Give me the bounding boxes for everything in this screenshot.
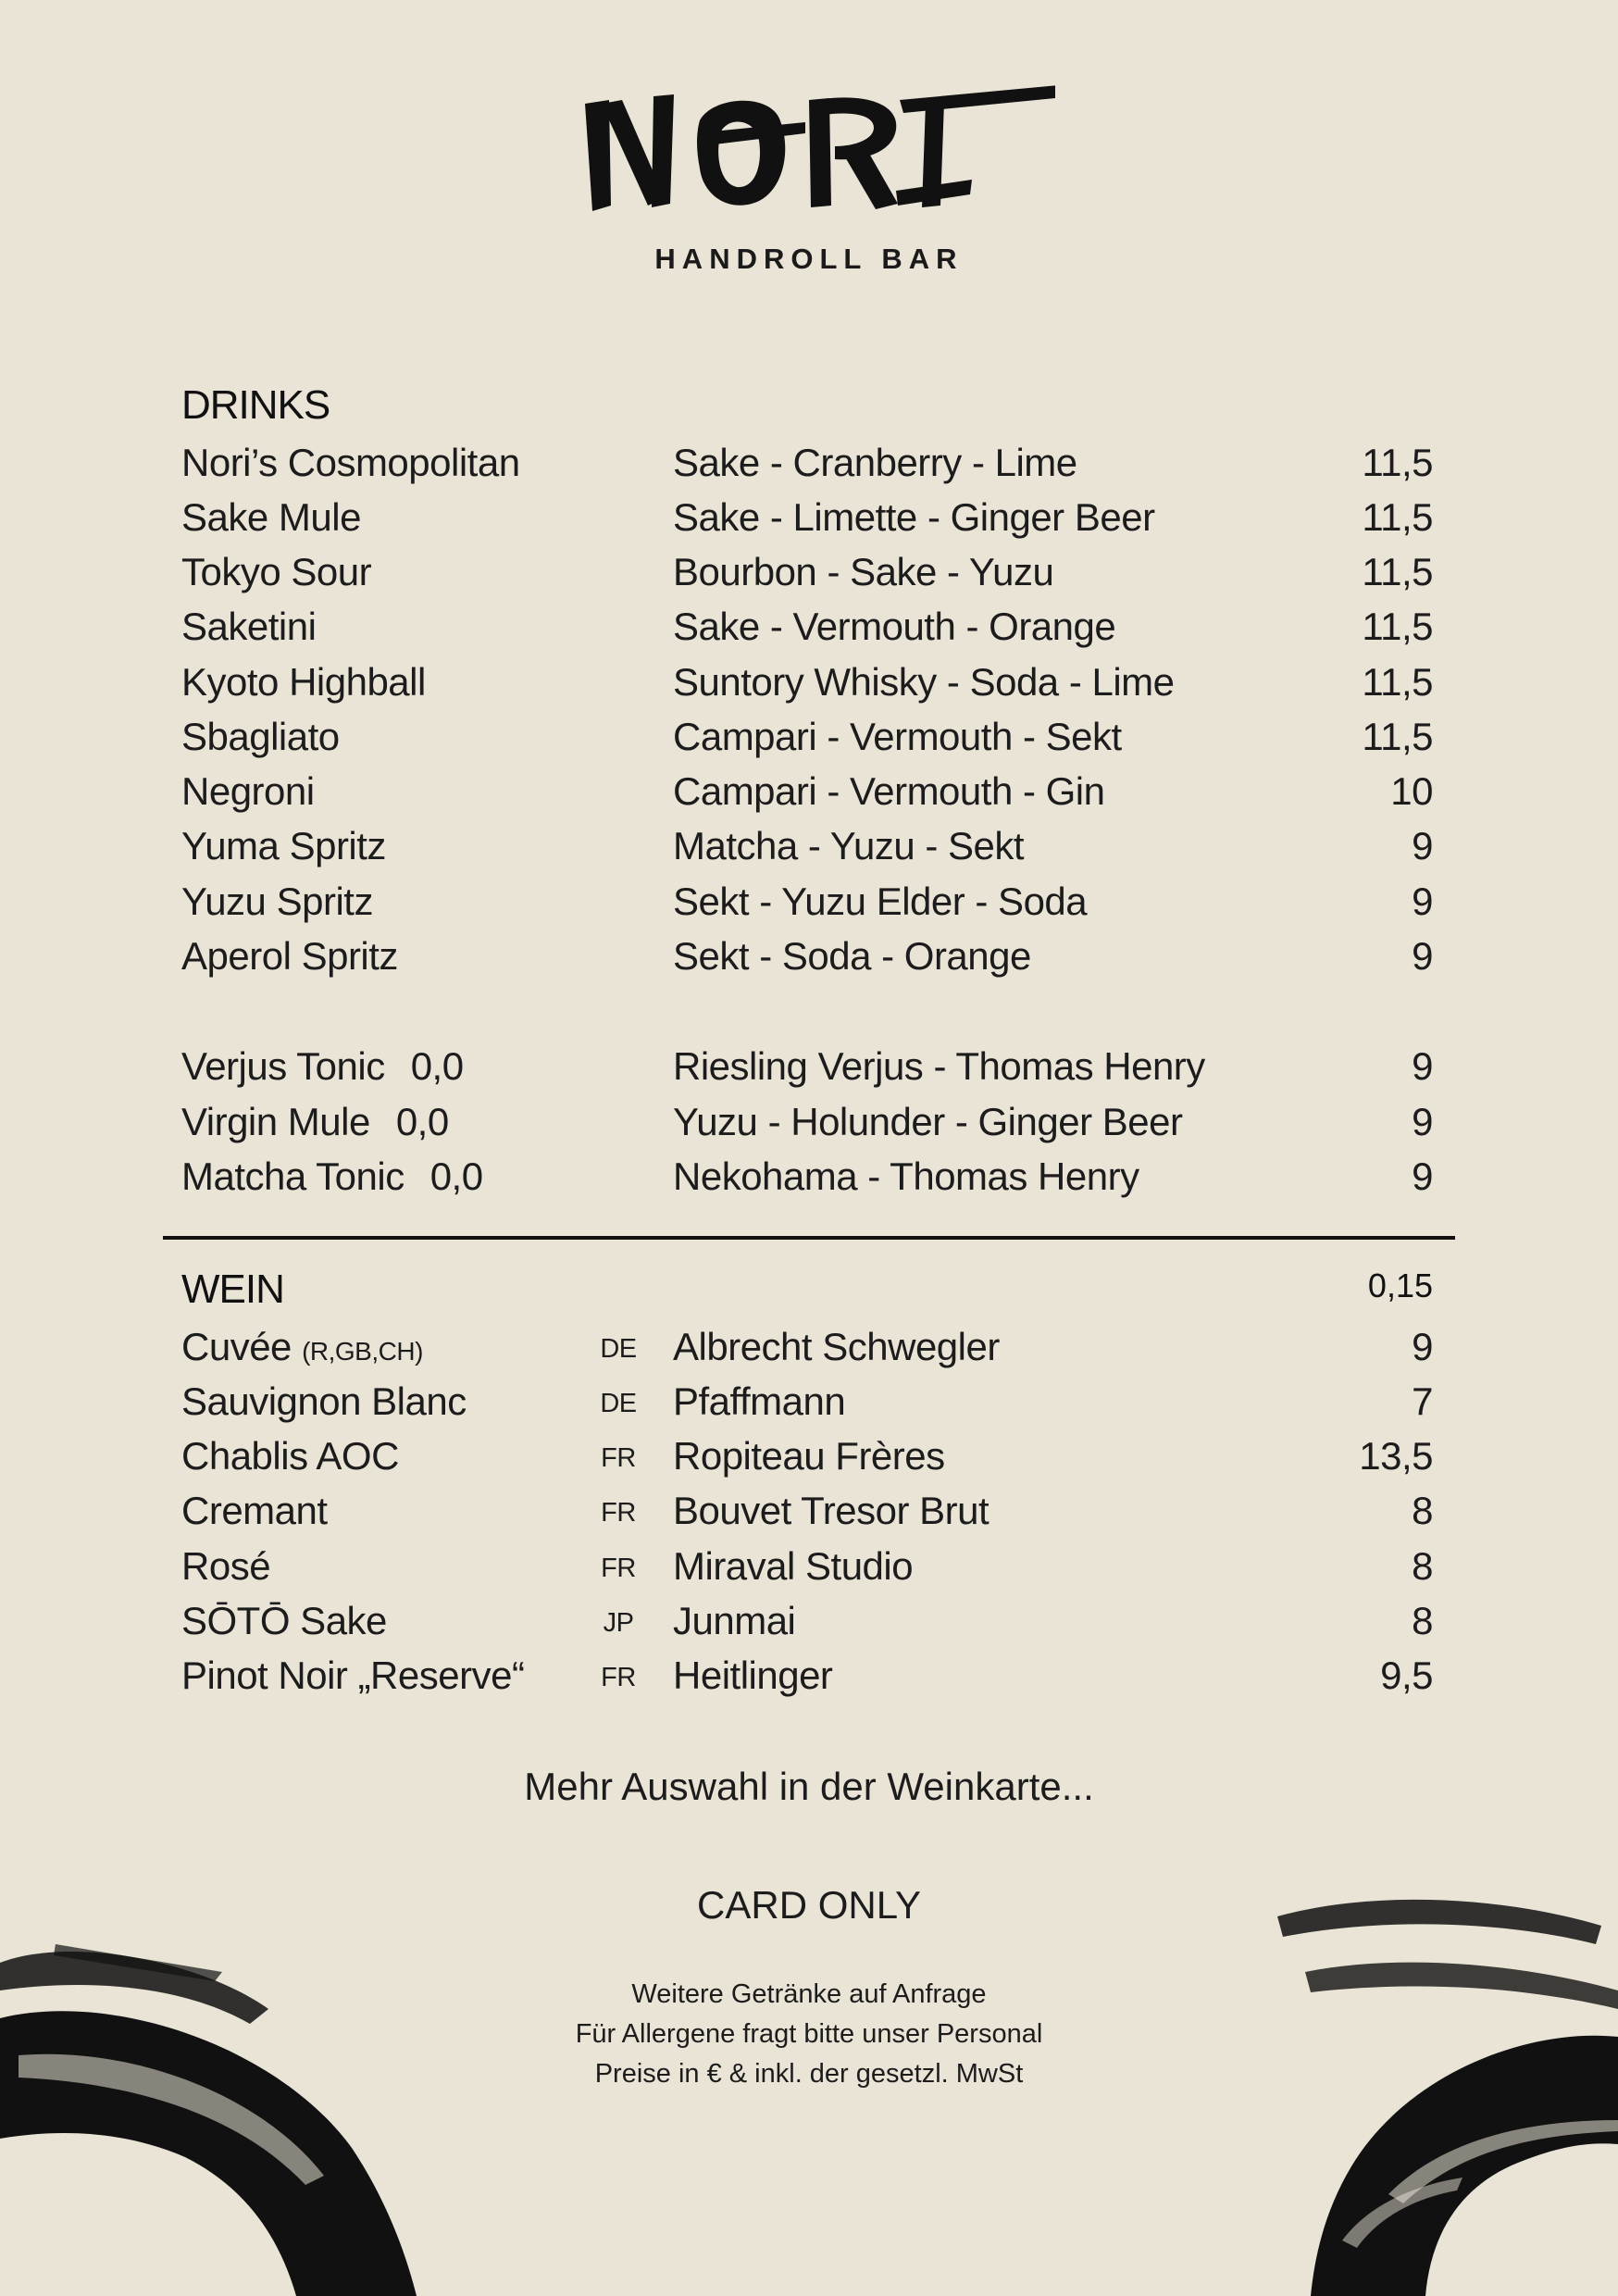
wine-producer: Pfaffmann bbox=[673, 1379, 846, 1423]
wine-volume-label: 0,15 bbox=[1367, 1267, 1433, 1304]
drink-price: 9 bbox=[1412, 1044, 1433, 1088]
wine-name-wrap bbox=[181, 1489, 328, 1533]
menu-row-wine bbox=[181, 1544, 1433, 1600]
drink-price: 11,5 bbox=[1362, 660, 1433, 704]
drink-ingredients: Bourbon - Sake - Yuzu bbox=[673, 550, 1054, 593]
wine-name-wrap bbox=[181, 1379, 467, 1424]
drink-name: Saketini bbox=[181, 605, 317, 648]
wine-name: Cremant bbox=[181, 1489, 328, 1532]
wine-producer: Bouvet Tresor Brut bbox=[673, 1489, 989, 1532]
drink-name: Sbagliato bbox=[181, 715, 340, 758]
drink-name: Yuma Spritz bbox=[181, 824, 386, 867]
wine-price: 8 bbox=[1412, 1599, 1433, 1642]
drink-price: 11,5 bbox=[1362, 441, 1433, 484]
drink-ingredients: Nekohama - Thomas Henry bbox=[673, 1154, 1139, 1198]
menu-row-drink bbox=[181, 769, 1433, 825]
wine-producer: Heitlinger bbox=[673, 1653, 833, 1697]
section-divider bbox=[163, 1236, 1455, 1240]
payment-note: CARD ONLY bbox=[697, 1883, 921, 1927]
drink-name: Kyoto Highball bbox=[181, 660, 426, 704]
drink-price: 11,5 bbox=[1362, 715, 1433, 758]
drink-name: Virgin Mule bbox=[181, 1100, 370, 1143]
wine-name: Chablis AOC bbox=[181, 1434, 399, 1478]
menu-row-drink bbox=[181, 715, 1433, 770]
drink-name-wrap bbox=[181, 1044, 464, 1089]
wine-name: Rosé bbox=[181, 1544, 271, 1588]
menu-row-nonalcoholic bbox=[181, 1100, 1433, 1155]
drink-name-wrap bbox=[181, 1154, 483, 1199]
drink-name: Yuzu Spritz bbox=[181, 880, 373, 923]
drink-ingredients: Matcha - Yuzu - Sekt bbox=[673, 824, 1025, 867]
wine-name-wrap bbox=[181, 1434, 399, 1479]
drink-name: Tokyo Sour bbox=[181, 550, 372, 593]
drink-ingredients: Sekt - Yuzu Elder - Soda bbox=[673, 880, 1088, 923]
wine-name-wrap bbox=[181, 1544, 270, 1589]
menu-row-drink bbox=[181, 660, 1433, 716]
drink-price: 9 bbox=[1412, 880, 1433, 923]
drink-price: 11,5 bbox=[1362, 605, 1433, 648]
wine-country: JP bbox=[603, 1608, 634, 1638]
wine-name-wrap bbox=[181, 1325, 423, 1369]
drink-price: 11,5 bbox=[1362, 550, 1433, 593]
drink-price: 11,5 bbox=[1362, 495, 1433, 539]
drink-ingredients: Sekt - Soda - Orange bbox=[673, 934, 1031, 978]
drink-price: 9 bbox=[1412, 1154, 1433, 1198]
drink-name: Verjus Tonic bbox=[181, 1044, 385, 1088]
more-wine-note: Mehr Auswahl in der Weinkarte... bbox=[524, 1765, 1094, 1808]
alcohol-content: 0,0 bbox=[395, 1100, 449, 1143]
menu-row-drink bbox=[181, 550, 1433, 605]
wine-price: 8 bbox=[1412, 1489, 1433, 1532]
wine-name: Pinot Noir „Reserve“ bbox=[181, 1653, 525, 1697]
wine-price: 9 bbox=[1412, 1325, 1433, 1368]
wine-producer: Miraval Studio bbox=[673, 1544, 914, 1588]
wine-name: Cuvée bbox=[181, 1325, 292, 1368]
wine-producer: Ropiteau Frères bbox=[673, 1434, 945, 1478]
wine-country: FR bbox=[601, 1443, 636, 1473]
wine-name-wrap bbox=[181, 1599, 387, 1643]
menu-row-drink bbox=[181, 495, 1433, 551]
wine-price: 8 bbox=[1412, 1544, 1433, 1588]
brush-stroke-left bbox=[0, 1907, 500, 2296]
section-title-wein: WEIN bbox=[181, 1267, 284, 1312]
nori-logo bbox=[574, 76, 1055, 224]
wine-name: Sauvignon Blanc bbox=[181, 1379, 467, 1423]
wine-country: DE bbox=[600, 1389, 637, 1418]
drink-price: 9 bbox=[1412, 824, 1433, 867]
drink-name-wrap bbox=[181, 1100, 449, 1144]
drink-ingredients: Sake - Limette - Ginger Beer bbox=[673, 495, 1155, 539]
drink-name: Matcha Tonic bbox=[181, 1154, 404, 1198]
menu-row-nonalcoholic bbox=[181, 1154, 1433, 1210]
brush-stroke-right bbox=[1194, 1889, 1618, 2296]
drink-ingredients: Yuzu - Holunder - Ginger Beer bbox=[673, 1100, 1183, 1143]
menu-row-drink bbox=[181, 824, 1433, 880]
section-title-drinks: DRINKS bbox=[181, 382, 330, 428]
drink-ingredients: Campari - Vermouth - Sekt bbox=[673, 715, 1122, 758]
wine-name: SŌTŌ Sake bbox=[181, 1599, 387, 1642]
menu-row-wine bbox=[181, 1325, 1433, 1380]
alcohol-content: 0,0 bbox=[429, 1154, 483, 1198]
menu-row-drink bbox=[181, 880, 1433, 935]
drink-name: Negroni bbox=[181, 769, 315, 813]
wine-name-wrap bbox=[181, 1653, 524, 1698]
menu-row-wine bbox=[181, 1489, 1433, 1544]
drink-ingredients: Sake - Vermouth - Orange bbox=[673, 605, 1116, 648]
menu-row-drink bbox=[181, 934, 1433, 990]
menu-row-wine bbox=[181, 1599, 1433, 1654]
wine-price: 7 bbox=[1412, 1379, 1433, 1423]
menu-row-wine bbox=[181, 1434, 1433, 1490]
wine-country: FR bbox=[601, 1498, 636, 1528]
drink-ingredients: Suntory Whisky - Soda - Lime bbox=[673, 660, 1175, 704]
drink-price: 9 bbox=[1412, 1100, 1433, 1143]
drink-ingredients: Riesling Verjus - Thomas Henry bbox=[673, 1044, 1205, 1088]
footer-line: Preise in € & inkl. der gesetzl. MwSt bbox=[594, 2059, 1024, 2089]
wine-country: DE bbox=[600, 1334, 637, 1364]
footer-line: Weitere Getränke auf Anfrage bbox=[631, 1979, 987, 2009]
footer-line: Für Allergene fragt bitte unser Personal bbox=[575, 2019, 1043, 2049]
alcohol-content: 0,0 bbox=[410, 1044, 464, 1088]
wine-country: FR bbox=[601, 1663, 636, 1692]
menu-row-wine bbox=[181, 1653, 1433, 1709]
drink-ingredients: Campari - Vermouth - Gin bbox=[673, 769, 1105, 813]
drink-name: Aperol Spritz bbox=[181, 934, 398, 978]
menu-row-drink bbox=[181, 605, 1433, 660]
tagline: HANDROLL BAR bbox=[654, 243, 964, 275]
drink-price: 10 bbox=[1390, 769, 1433, 813]
wine-producer: Albrecht Schwegler bbox=[673, 1325, 1000, 1368]
wine-price: 9,5 bbox=[1380, 1653, 1433, 1697]
menu-row-nonalcoholic bbox=[181, 1044, 1433, 1100]
wine-producer: Junmai bbox=[673, 1599, 796, 1642]
menu-row-drink bbox=[181, 441, 1433, 496]
drink-ingredients: Sake - Cranberry - Lime bbox=[673, 441, 1077, 484]
wine-price: 13,5 bbox=[1359, 1434, 1433, 1478]
menu-row-wine bbox=[181, 1379, 1433, 1435]
drink-name: Sake Mule bbox=[181, 495, 361, 539]
drink-name: Nori’s Cosmopolitan bbox=[181, 441, 520, 484]
wine-note: (R,GB,CH) bbox=[302, 1337, 423, 1366]
wine-country: FR bbox=[601, 1554, 636, 1583]
drink-price: 9 bbox=[1412, 934, 1433, 978]
